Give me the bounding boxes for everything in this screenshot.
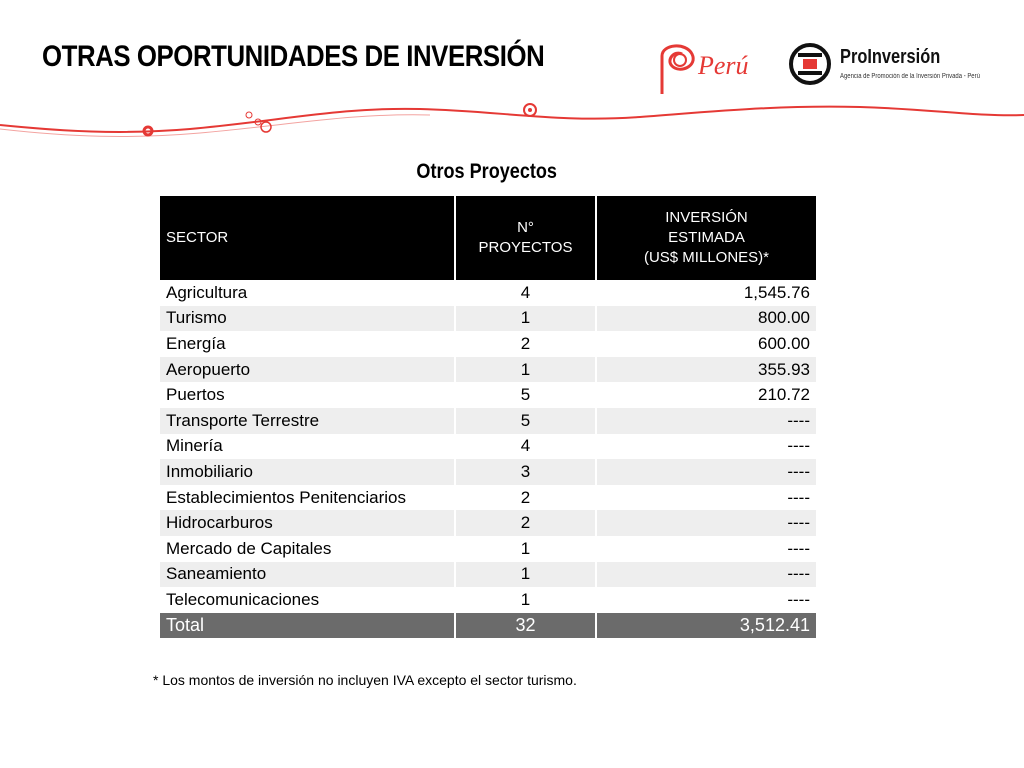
cell-investment: ---- bbox=[596, 562, 816, 588]
table-row bbox=[160, 408, 816, 434]
cell-projects: 1 bbox=[455, 587, 596, 613]
cell-sector: Inmobiliario bbox=[160, 459, 455, 485]
section-title: Otros Proyectos bbox=[416, 160, 558, 183]
table-row bbox=[160, 536, 816, 562]
cell-investment: ---- bbox=[596, 485, 816, 511]
cell-investment: ---- bbox=[596, 536, 816, 562]
header-projects-line1: N° bbox=[517, 219, 534, 236]
cell-sector: Saneamiento bbox=[160, 562, 455, 588]
cell-investment: ---- bbox=[596, 459, 816, 485]
cell-sector: Energía bbox=[166, 333, 226, 353]
cell-investment: 210.72 bbox=[596, 382, 816, 408]
total-projects: 32 bbox=[455, 613, 596, 639]
cell-sector: Puertos bbox=[166, 385, 225, 405]
cell-projects: 3 bbox=[455, 459, 596, 485]
cell-projects: 5 bbox=[455, 382, 596, 408]
header-projects bbox=[455, 196, 596, 280]
cell-investment: ---- bbox=[596, 510, 816, 536]
cell-sector: Establecimientos Penitenciarios bbox=[166, 487, 407, 507]
table-total-row bbox=[160, 613, 816, 639]
table-row bbox=[160, 357, 816, 383]
cell-projects: 1 bbox=[455, 306, 596, 332]
proinversion-tagline: Agencia de Promoción de la Inversión Privada - Perú bbox=[840, 73, 980, 80]
cell-investment: 1,545.76 bbox=[596, 280, 816, 306]
cell-sector: Hidrocarburos bbox=[160, 510, 455, 536]
table-row bbox=[160, 331, 816, 357]
cell-sector: Turismo bbox=[160, 306, 455, 332]
cell-investment: ---- bbox=[596, 408, 816, 434]
decorative-wave bbox=[0, 95, 1024, 145]
table-row bbox=[160, 510, 816, 536]
header-investment-line2: ESTIMADA bbox=[668, 229, 745, 246]
table-row bbox=[160, 306, 816, 332]
cell-sector: Transporte Terrestre bbox=[160, 408, 455, 434]
table-header-row bbox=[160, 196, 816, 280]
cell-projects: 1 bbox=[455, 357, 596, 383]
header-projects-line2: PROYECTOS bbox=[478, 239, 573, 256]
cell-investment: 800.00 bbox=[596, 306, 816, 332]
cell-projects: 4 bbox=[455, 280, 596, 306]
cell-projects: 4 bbox=[455, 434, 596, 460]
peru-logo bbox=[652, 38, 767, 100]
table-row bbox=[160, 280, 816, 306]
table-row bbox=[160, 459, 816, 485]
cell-sector: Minería bbox=[166, 436, 223, 456]
header-sector: SECTOR bbox=[160, 196, 455, 280]
cell-projects: 5 bbox=[455, 408, 596, 434]
proinversion-name: ProInversión bbox=[840, 46, 941, 68]
cell-investment: 355.93 bbox=[596, 357, 816, 383]
cell-projects: 2 bbox=[455, 485, 596, 511]
table-row bbox=[160, 434, 816, 460]
cell-sector: Aeropuerto bbox=[160, 357, 455, 383]
total-label: Total bbox=[160, 613, 455, 639]
page-title: OTRAS OPORTUNIDADES DE INVERSIÓN bbox=[42, 40, 545, 73]
cell-sector: Mercado de Capitales bbox=[166, 538, 332, 558]
projects-table bbox=[160, 196, 816, 638]
proinversion-emblem-icon bbox=[788, 42, 832, 86]
table-row bbox=[160, 382, 816, 408]
cell-investment: ---- bbox=[596, 587, 816, 613]
proinversion-logo bbox=[788, 42, 998, 86]
cell-projects: 1 bbox=[455, 536, 596, 562]
cell-investment: 600.00 bbox=[596, 331, 816, 357]
table-row bbox=[160, 587, 816, 613]
cell-sector: Telecomunicaciones bbox=[166, 589, 320, 609]
footnote: * Los montos de inversión no incluyen IVA excepto el sector turismo. bbox=[153, 672, 577, 688]
table-row bbox=[160, 485, 816, 511]
peru-logo-text: Perú bbox=[698, 51, 749, 80]
cell-investment: ---- bbox=[596, 434, 816, 460]
cell-projects: 1 bbox=[455, 562, 596, 588]
cell-sector: Agricultura bbox=[166, 282, 248, 302]
header-investment-line1: INVERSIÓN bbox=[665, 209, 748, 226]
header-investment bbox=[596, 196, 816, 280]
header-investment-line3: (US$ MILLONES)* bbox=[643, 249, 770, 266]
table-row bbox=[160, 562, 816, 588]
cell-projects: 2 bbox=[455, 510, 596, 536]
cell-projects: 2 bbox=[455, 331, 596, 357]
total-investment: 3,512.41 bbox=[596, 613, 816, 639]
